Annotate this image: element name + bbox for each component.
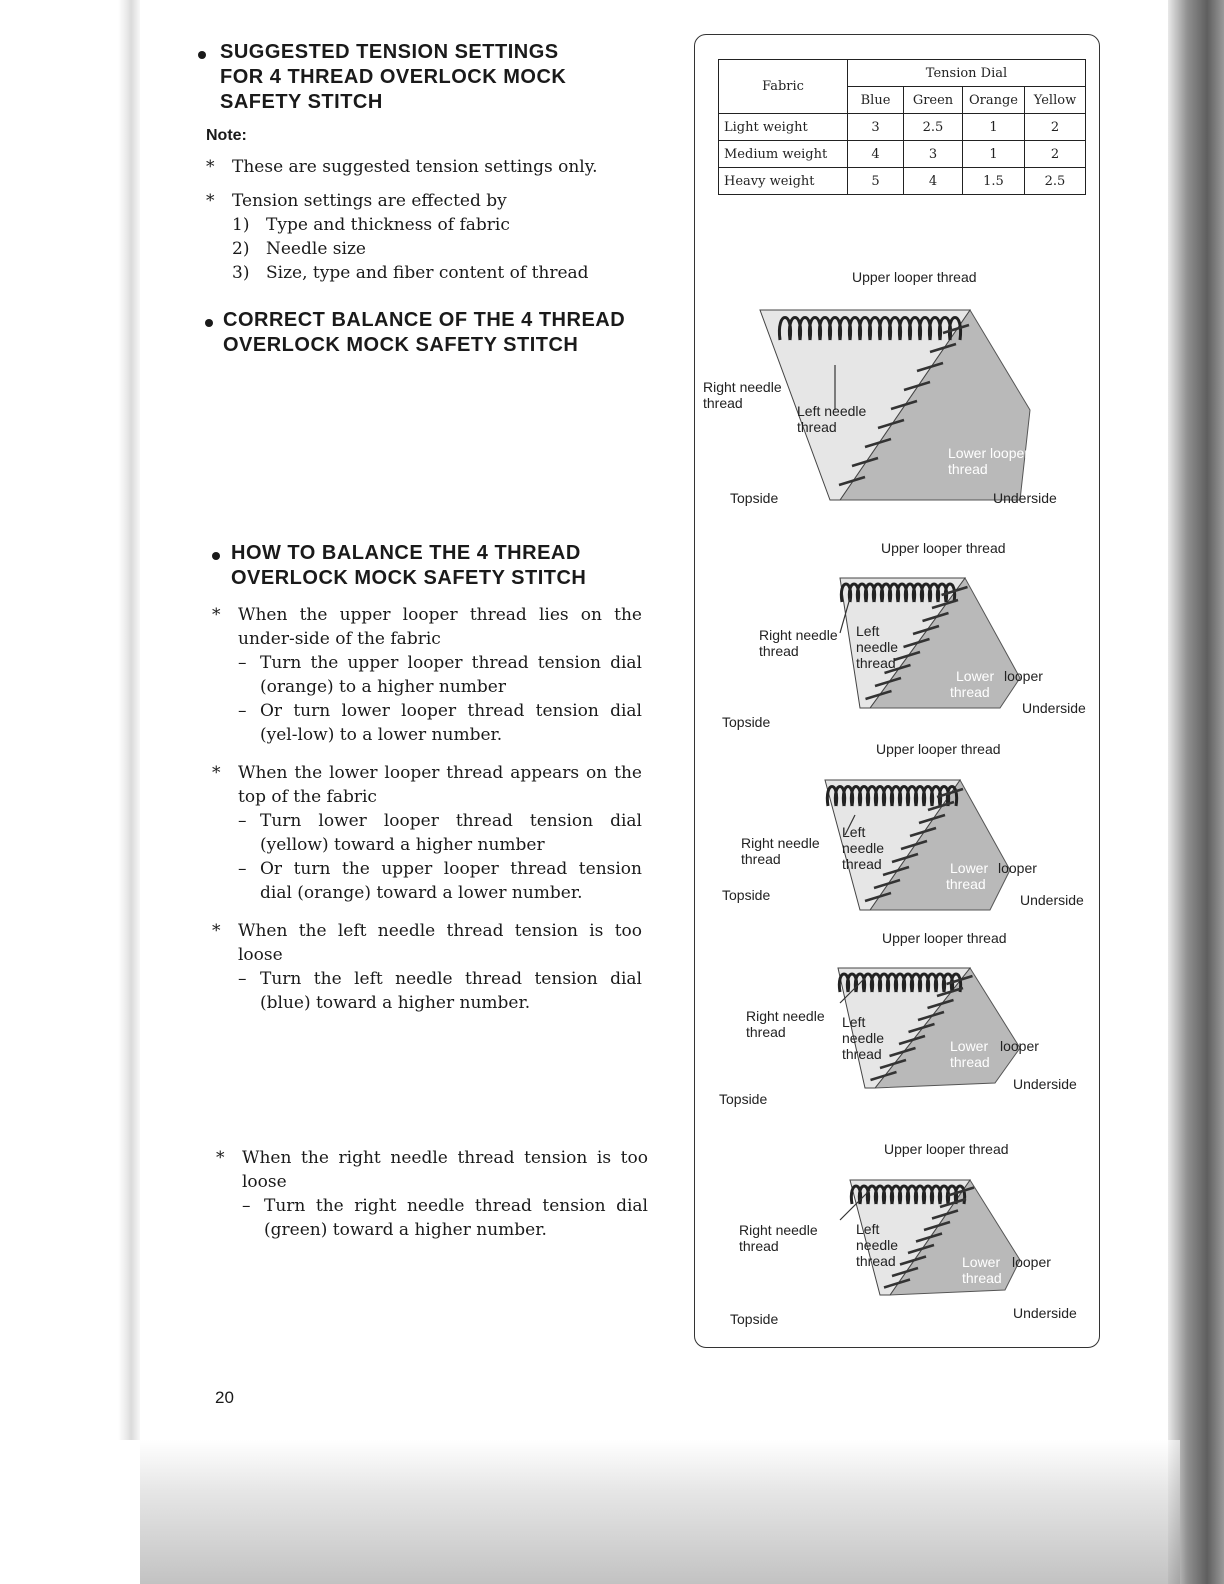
- list-number: 1): [232, 215, 250, 235]
- right-needle-label: Right needle thread: [741, 835, 820, 867]
- case-step: Turn the left needle thread tension dial (blue) toward a higher number.: [260, 969, 642, 1013]
- topside-label: Topside: [719, 1091, 768, 1107]
- right-needle-label: Right needle thread: [739, 1222, 818, 1254]
- section-heading: HOW TO BALANCE THE 4 THREAD OVERLOCK MOCK SAFETY STITCH: [231, 542, 587, 589]
- list-item: [206, 261, 618, 285]
- bullet-icon: [198, 51, 206, 59]
- dash-icon: –: [242, 1196, 251, 1216]
- table-cell: 1: [963, 141, 1025, 168]
- note-text: These are suggested tension settings only.: [232, 157, 598, 177]
- dash-icon: –: [238, 811, 247, 831]
- section-heading: SUGGESTED TENSION SETTINGS FOR 4 THREAD OVERLOCK MOCK SAFETY STITCH: [220, 41, 567, 113]
- lower-looper-label: looper: [1012, 1254, 1051, 1270]
- case-step: Turn the upper looper thread tension dial (orange) to a higher number: [260, 653, 642, 697]
- topside-label: Topside: [730, 1311, 779, 1327]
- table-column-header: Blue: [848, 87, 904, 114]
- case-lead: When the left needle thread tension is too loose: [238, 921, 642, 965]
- lower-looper-label: thread: [946, 876, 986, 892]
- list-text: Size, type and fiber content of thread: [266, 263, 589, 283]
- table-column-header: Orange: [963, 87, 1025, 114]
- case-lead: When the lower looper thread appears on the top of the fabric: [238, 763, 642, 807]
- section-correct-balance: [205, 308, 645, 358]
- topside-label: Topside: [722, 714, 771, 730]
- topside-label: Topside: [722, 887, 771, 903]
- lower-looper-label: Lower: [950, 860, 989, 876]
- left-needle-label: Left needle thread: [856, 1221, 899, 1269]
- table-cell: 3: [904, 141, 963, 168]
- table-row: [719, 114, 1086, 141]
- case-step: Or turn the upper looper thread tension dial (orange) toward a lower number.: [260, 859, 642, 903]
- table-cell: 2.5: [904, 114, 963, 141]
- left-needle-label: Left needle thread: [856, 623, 899, 671]
- page-number: 20: [215, 1388, 234, 1407]
- list-text: Type and thickness of fabric: [266, 215, 510, 235]
- table-column-header: Green: [904, 87, 963, 114]
- bullet-icon: [212, 552, 220, 560]
- table-header-fabric: Fabric: [719, 60, 848, 114]
- page-right-edge: [1168, 0, 1224, 1584]
- case-step: Or turn lower looper thread tension dial (yel-low) to a lower number.: [260, 701, 642, 745]
- table-cell-fabric: Medium weight: [719, 141, 848, 168]
- dash-icon: –: [238, 969, 247, 989]
- lower-looper-label: Lower: [956, 668, 995, 684]
- page-spine-shadow: [118, 0, 140, 1440]
- list-item: [206, 213, 618, 237]
- upper-looper-label: Upper looper thread: [876, 741, 1001, 757]
- table-row: [719, 168, 1086, 195]
- table-header-dial: Tension Dial: [848, 60, 1086, 87]
- lower-looper-label: thread: [962, 1270, 1002, 1286]
- lower-looper-label: looper: [998, 860, 1037, 876]
- table-cell: 3: [848, 114, 904, 141]
- list-number: 3): [232, 263, 250, 283]
- table-cell: 1.5: [963, 168, 1025, 195]
- section-heading: CORRECT BALANCE OF THE 4 THREAD OVERLOCK MOCK SAFETY STITCH: [223, 309, 626, 356]
- table-cell: 1: [963, 114, 1025, 141]
- left-needle-label: Left needle thread: [842, 824, 885, 872]
- underside-label: Underside: [993, 490, 1057, 506]
- lower-looper-label: Lower: [950, 1038, 989, 1054]
- right-needle-label: Right needle thread: [746, 1008, 825, 1040]
- table-cell-fabric: Light weight: [719, 114, 848, 141]
- balance-case: [216, 1146, 648, 1242]
- table-cell: 5: [848, 168, 904, 195]
- note-text: Tension settings are effected by: [232, 191, 507, 211]
- page-bottom-edge: [140, 1440, 1180, 1584]
- dash-icon: –: [238, 653, 247, 673]
- case-lead: When the right needle thread tension is too loose: [242, 1148, 648, 1192]
- underside-label: Underside: [1013, 1076, 1077, 1092]
- underside-label: Underside: [1022, 700, 1086, 716]
- lower-looper-label: thread: [950, 1054, 990, 1070]
- lower-looper-label: thread: [950, 684, 990, 700]
- asterisk-icon: *: [212, 605, 221, 625]
- case-lead: When the upper looper thread lies on the under-side of the fabric: [238, 605, 642, 649]
- upper-looper-label: Upper looper thread: [881, 540, 1006, 556]
- note-item: [206, 189, 618, 213]
- lower-looper-label: Lower looper thread: [948, 445, 1029, 477]
- upper-looper-label: Upper looper thread: [882, 930, 1007, 946]
- table-header-row: [719, 60, 1086, 87]
- list-item: [206, 237, 618, 261]
- list-number: 2): [232, 239, 250, 259]
- section-how-to-balance: [212, 541, 642, 1015]
- table-cell: 2: [1025, 141, 1086, 168]
- topside-label: Topside: [730, 490, 779, 506]
- table-cell: 4: [848, 141, 904, 168]
- asterisk-icon: *: [212, 921, 221, 941]
- table-column-header: Yellow: [1025, 87, 1086, 114]
- case-step: Turn the right needle thread tension dial (green) toward a higher number.: [264, 1196, 648, 1240]
- dash-icon: –: [238, 859, 247, 879]
- upper-looper-label: Upper looper thread: [884, 1141, 1009, 1157]
- table-cell: 2.5: [1025, 168, 1086, 195]
- list-text: Needle size: [266, 239, 366, 259]
- asterisk-icon: *: [206, 191, 215, 211]
- underside-label: Underside: [1020, 892, 1084, 908]
- asterisk-icon: *: [212, 763, 221, 783]
- balance-case: [212, 761, 642, 905]
- table-cell: 4: [904, 168, 963, 195]
- upper-looper-label: Upper looper thread: [852, 269, 977, 285]
- lower-looper-label: Lower: [962, 1254, 1001, 1270]
- tension-table: [718, 59, 1086, 195]
- asterisk-icon: *: [216, 1148, 225, 1168]
- dash-icon: –: [238, 701, 247, 721]
- table-row: [719, 141, 1086, 168]
- table-cell: 2: [1025, 114, 1086, 141]
- balance-case: [212, 603, 642, 747]
- left-needle-label: Left needle thread: [797, 403, 867, 435]
- balance-case: [212, 919, 642, 1015]
- case-step: Turn lower looper thread tension dial (yellow) toward a higher number: [260, 811, 642, 855]
- lower-looper-label: looper: [1004, 668, 1043, 684]
- right-needle-label: Right needle thread: [759, 627, 838, 659]
- note-label: Note:: [206, 127, 247, 144]
- asterisk-icon: *: [206, 157, 215, 177]
- table-cell-fabric: Heavy weight: [719, 168, 848, 195]
- right-needle-label: Right needle thread: [703, 379, 782, 411]
- bullet-icon: [205, 319, 213, 327]
- underside-label: Underside: [1013, 1305, 1077, 1321]
- note-item: [206, 155, 618, 179]
- left-needle-label: Left needle thread: [842, 1014, 885, 1062]
- section-suggested-tension: [198, 40, 618, 285]
- lower-looper-label: looper: [1000, 1038, 1039, 1054]
